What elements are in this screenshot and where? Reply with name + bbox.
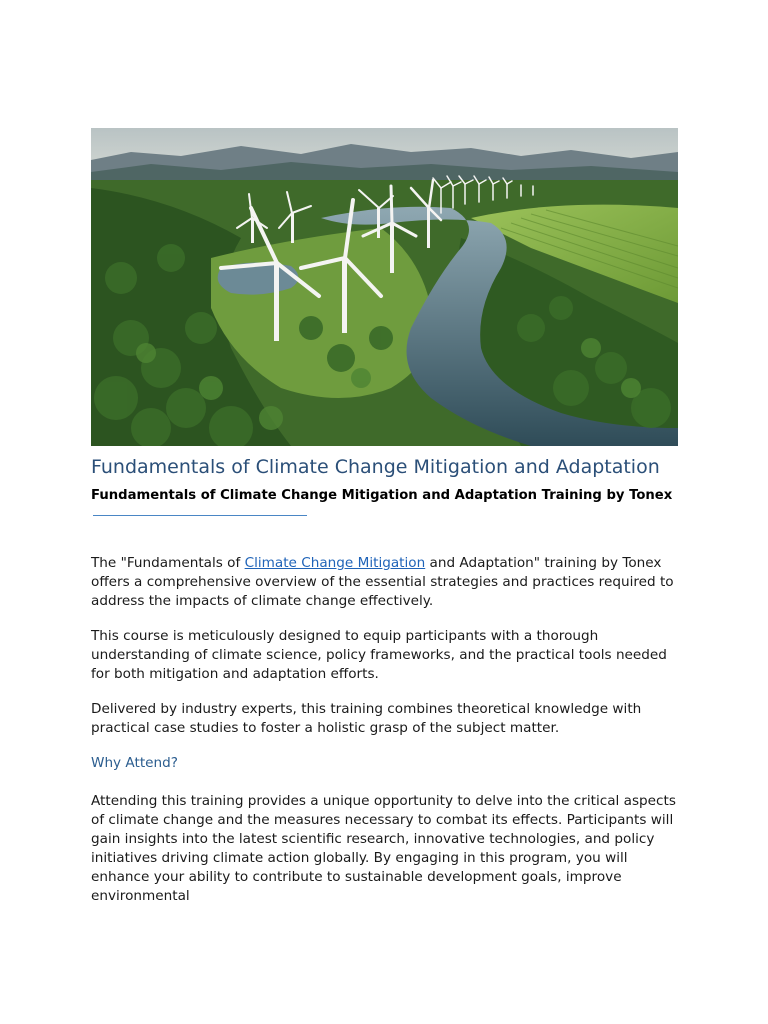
intro-text-start: The "Fundamentals of xyxy=(91,555,245,571)
article-title: Fundamentals of Climate Change Mitigation and Adaptation xyxy=(91,456,660,478)
landscape-illustration xyxy=(91,128,678,446)
why-attend-heading: Why Attend? xyxy=(91,755,178,771)
heading-divider xyxy=(93,515,307,516)
paragraph-why-attend: Attending this training provides a unique opportunity to delve into the critical aspects of climate change and the measures necessary to combat its effects. Participants will gain insights into the latest scientific research, innovative technologies, and policy initiatives driving climate action globally. By engaging in this program, you will enhance your ability to contribute to sustainable development goals, improve environmental xyxy=(91,793,676,904)
article-subtitle: Fundamentals of Climate Change Mitigation and Adaptation Training by Tonex xyxy=(91,488,673,503)
paragraph-course-design: This course is meticulously designed to equip participants with a thorough understanding of climate science, policy frameworks, and the practical tools needed for both mitigation and adaptation efforts. xyxy=(91,628,667,682)
climate-change-mitigation-link[interactable]: Climate Change Mitigation xyxy=(244,555,426,571)
intro-text-end: and Adaptation" training by Tonex offers a comprehensive overview of the essential strategies and practices required to address the impacts of climate change effectively. xyxy=(91,555,674,609)
paragraph-delivery: Delivered by industry experts, this training combines theoretical knowledge with practical case studies to foster a holistic grasp of the subject matter. xyxy=(91,701,642,736)
hero-image xyxy=(91,128,678,446)
paragraph-intro xyxy=(91,554,681,611)
